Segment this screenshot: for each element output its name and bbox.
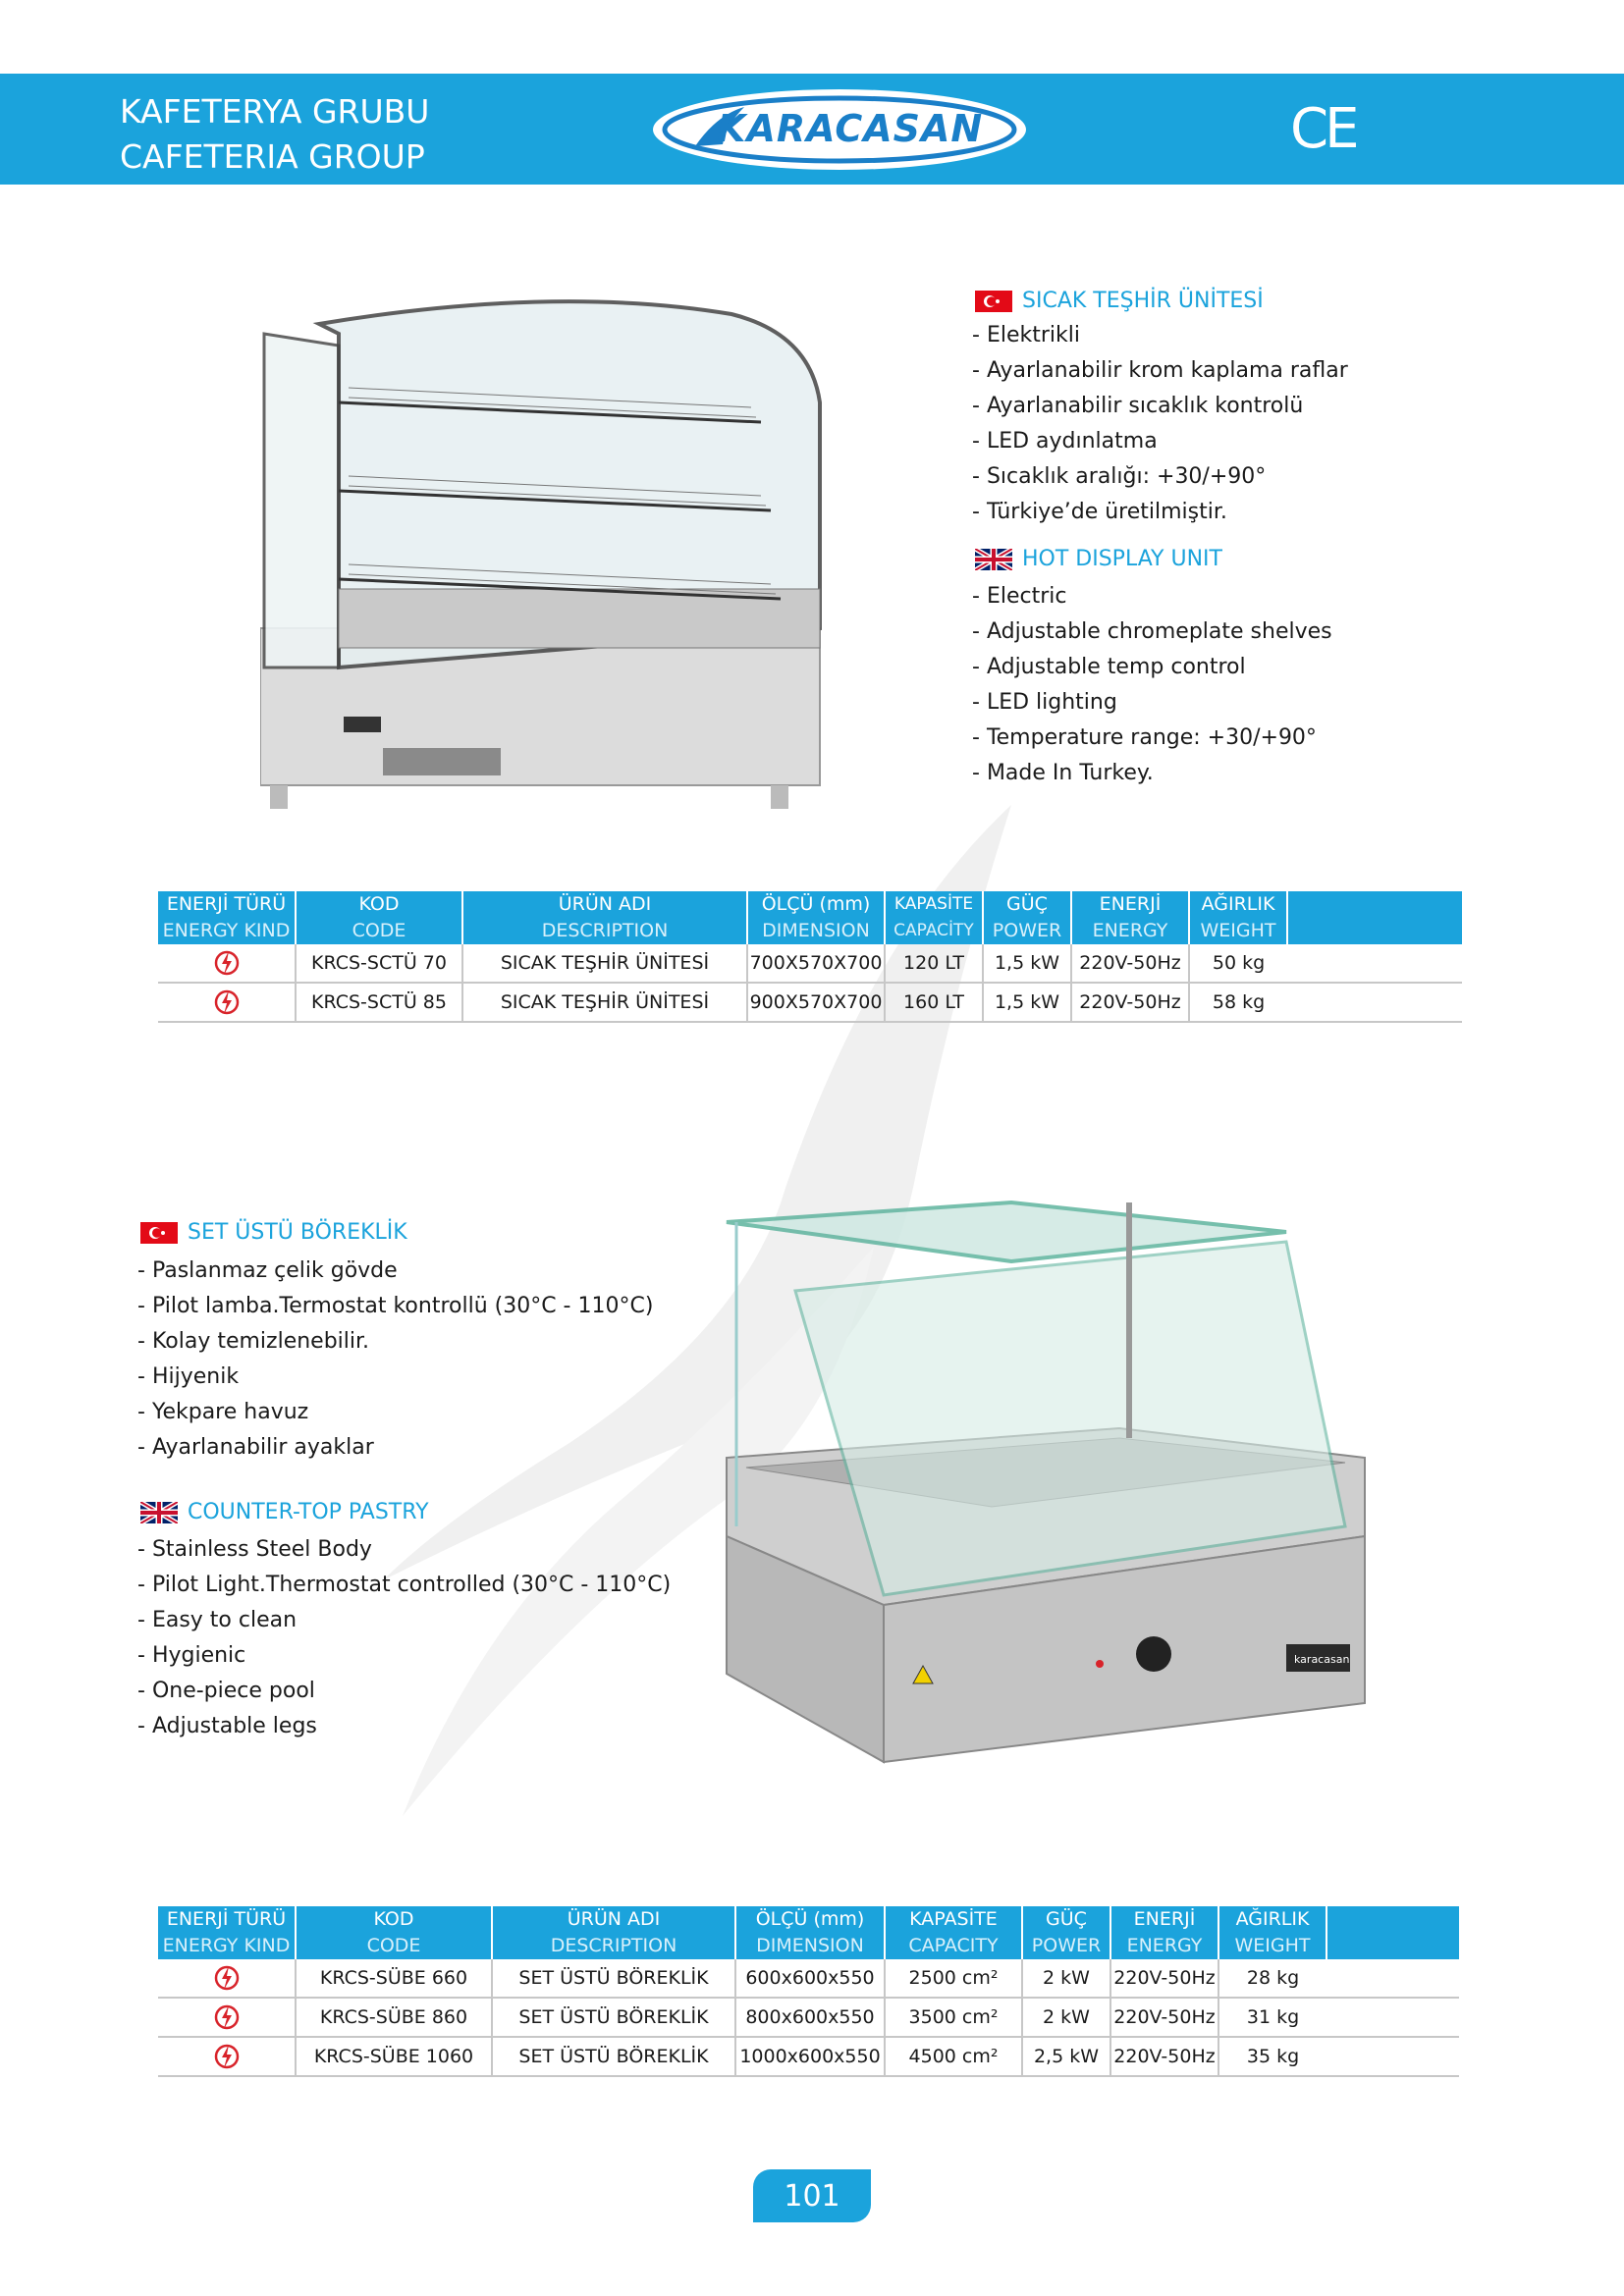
weight-cell: 35 kg [1218,2037,1326,2076]
list-item: - Stainless Steel Body [137,1532,671,1568]
electric-icon [212,2042,242,2071]
list-item: - Pilot lamba.Termostat kontrollü (30°C - 110°C) [137,1289,653,1324]
blank-cell [1287,944,1462,983]
header-en: POWER [1031,1935,1102,1956]
code-cell: KRCS-SCTÜ 70 [296,944,462,983]
energy-kind-cell [158,1959,296,1998]
header-tr: ENERJİ [1099,893,1162,915]
dimension-cell: 800x600x550 [735,1998,885,2037]
list-item: - Kolay temizlenebilir. [137,1324,653,1360]
device-brand-label: karacasan [1294,1653,1350,1666]
energy-cell: 220V-50Hz [1110,1959,1218,1998]
col-power [1022,1906,1110,1959]
electric-icon [212,1963,242,1993]
product2-en-features [137,1532,671,1744]
header-en: DIMENSION [762,920,870,941]
header-tr: ÜRÜN ADI [567,1908,661,1930]
col-description [462,891,747,944]
list-item: - Türkiye’de üretilmiştir. [972,495,1348,530]
list-item: - Hygienic [137,1638,671,1674]
table-header-row [158,891,1462,944]
product2-tr-title [140,1220,407,1245]
header-title-en: CAFETERIA GROUP [120,137,425,176]
blank-cell [1326,2037,1459,2076]
code-cell: KRCS-SÜBE 1060 [296,2037,492,2076]
header-en: ENERGY [1092,920,1168,941]
turkey-flag-icon [140,1222,178,1244]
logo-text: KARACASAN [717,107,984,150]
weight-cell: 28 kg [1218,1959,1326,1998]
energy-cell: 220V-50Hz [1110,1998,1218,2037]
table-row [158,983,1462,1022]
description-cell: SICAK TEŞHİR ÜNİTESİ [462,944,747,983]
header-en: ENERGY KIND [162,920,291,941]
product1-en-title-text: HOT DISPLAY UNIT [1022,547,1222,571]
header-tr: KOD [358,893,400,915]
header-en: CAPACİTY [893,921,974,940]
col-energy [1071,891,1189,944]
power-cell: 1,5 kW [983,944,1071,983]
col-capacity [885,1906,1022,1959]
header-en: DESCRIPTION [541,920,669,941]
blank-cell [1326,1959,1459,1998]
blank-cell [1326,1998,1459,2037]
product1-tr-features [972,318,1348,530]
header-en: ENERGY KIND [162,1935,291,1956]
col-weight [1218,1906,1326,1959]
list-item: - Ayarlanabilir krom kaplama raflar [972,353,1348,389]
energy-kind-cell [158,983,296,1022]
description-cell: SET ÜSTÜ BÖREKLİK [492,1998,735,2037]
header-en: WEIGHT [1234,1935,1311,1956]
product2-tr-features [137,1254,653,1466]
capacity-cell: 4500 cm² [885,2037,1022,2076]
uk-flag-icon [140,1502,178,1523]
description-cell: SET ÜSTÜ BÖREKLİK [492,2037,735,2076]
col-dimension [735,1906,885,1959]
col-dimension [747,891,885,944]
header-en: WEIGHT [1200,920,1276,941]
power-cell: 1,5 kW [983,983,1071,1022]
list-item: - Ayarlanabilir ayaklar [137,1430,653,1466]
table-row [158,1998,1459,2037]
col-blank [1287,891,1462,944]
col-code [296,891,462,944]
code-cell: KRCS-SCTÜ 85 [296,983,462,1022]
header-bar [0,74,1624,185]
header-tr: ENERJİ TÜRÜ [166,893,287,915]
ce-mark-icon: CE [1290,97,1356,161]
header-tr: ENERJİ TÜRÜ [166,1908,287,1930]
description-cell: SICAK TEŞHİR ÜNİTESİ [462,983,747,1022]
dimension-cell: 1000x600x550 [735,2037,885,2076]
col-capacity [885,891,983,944]
dimension-cell: 900X570X700 [747,983,885,1022]
header-tr: AĞIRLIK [1201,893,1275,915]
product2-en-title-text: COUNTER-TOP PASTRY [188,1500,429,1524]
weight-cell: 50 kg [1189,944,1287,983]
col-energy-kind [158,891,296,944]
karacasan-logo [648,85,1031,174]
col-energy-kind [158,1906,296,1959]
col-code [296,1906,492,1959]
product2-tr-title-text: SET ÜSTÜ BÖREKLİK [188,1220,407,1245]
energy-kind-cell [158,1998,296,2037]
header-tr: KOD [373,1908,414,1930]
energy-kind-cell [158,944,296,983]
header-en: DIMENSION [756,1935,864,1956]
list-item: - Yekpare havuz [137,1395,653,1430]
header-title-tr: KAFETERYA GRUBU [120,92,430,131]
list-item: - Adjustable legs [137,1709,671,1744]
table-row [158,2037,1459,2076]
product1-en-title [975,547,1222,571]
counter-top-pastry-image [707,1183,1375,1772]
list-item: - One-piece pool [137,1674,671,1709]
header-en: CAPACITY [908,1935,999,1956]
col-weight [1189,891,1287,944]
list-item: - Electric [972,579,1332,614]
electric-icon [212,948,242,978]
power-cell: 2,5 kW [1022,2037,1110,2076]
energy-cell: 220V-50Hz [1110,2037,1218,2076]
header-en: DESCRIPTION [550,1935,677,1956]
turkey-flag-icon [975,291,1012,312]
header-tr: KAPASİTE [909,1908,998,1930]
uk-flag-icon [975,549,1012,570]
header-tr: ÖLÇÜ (mm) [755,1908,865,1930]
capacity-cell: 160 LT [885,983,983,1022]
table-row [158,1959,1459,1998]
code-cell: KRCS-SÜBE 660 [296,1959,492,1998]
electric-icon [212,988,242,1017]
header-tr: ÖLÇÜ (mm) [761,893,871,915]
header-tr: KAPASİTE [893,894,974,914]
list-item: - Adjustable temp control [972,650,1332,685]
dimension-cell: 700X570X700 [747,944,885,983]
list-item: - Sıcaklık aralığı: +30/+90° [972,459,1348,495]
list-item: - LED aydınlatma [972,424,1348,459]
header-tr: ÜRÜN ADI [558,893,652,915]
header-title [120,89,429,180]
header-en: CODE [366,1935,421,1956]
table-header-row [158,1906,1459,1959]
list-item: - Elektrikli [972,318,1348,353]
electric-icon [212,2002,242,2032]
capacity-cell: 120 LT [885,944,983,983]
list-item: - LED lighting [972,685,1332,721]
spec-table-1 [158,891,1462,1023]
hot-display-unit-image [260,294,839,815]
power-cell: 2 kW [1022,1959,1110,1998]
dimension-cell: 600x600x550 [735,1959,885,1998]
col-energy [1110,1906,1218,1959]
list-item: - Easy to clean [137,1603,671,1638]
product1-en-features [972,579,1332,791]
spec-table-2 [158,1906,1459,2077]
table-row [158,944,1462,983]
capacity-cell: 3500 cm² [885,1998,1022,2037]
header-tr: ENERJİ [1133,1908,1196,1930]
col-blank [1326,1906,1459,1959]
list-item: - Hijyenik [137,1360,653,1395]
list-item: - Paslanmaz çelik gövde [137,1254,653,1289]
header-tr: GÜÇ [1006,893,1048,915]
header-en: CODE [352,920,406,941]
energy-kind-cell [158,2037,296,2076]
product2-en-title [140,1500,429,1524]
product1-tr-title-text: SICAK TEŞHİR ÜNİTESİ [1022,289,1264,313]
list-item: - Ayarlanabilir sıcaklık kontrolü [972,389,1348,424]
weight-cell: 31 kg [1218,1998,1326,2037]
header-en: ENERGY [1126,1935,1203,1956]
list-item: - Made In Turkey. [972,756,1332,791]
description-cell: SET ÜSTÜ BÖREKLİK [492,1959,735,1998]
list-item: - Pilot Light.Thermostat controlled (30°C - 110°C) [137,1568,671,1603]
product1-tr-title [975,289,1264,313]
header-en: POWER [992,920,1062,941]
blank-cell [1287,983,1462,1022]
list-item: - Adjustable chromeplate shelves [972,614,1332,650]
col-power [983,891,1071,944]
header-tr: AĞIRLIK [1235,1908,1310,1930]
list-item: - Temperature range: +30/+90° [972,721,1332,756]
energy-cell: 220V-50Hz [1071,983,1189,1022]
energy-cell: 220V-50Hz [1071,944,1189,983]
header-tr: GÜÇ [1046,1908,1087,1930]
page-number: 101 [753,2169,871,2222]
power-cell: 2 kW [1022,1998,1110,2037]
code-cell: KRCS-SÜBE 860 [296,1998,492,2037]
capacity-cell: 2500 cm² [885,1959,1022,1998]
col-description [492,1906,735,1959]
weight-cell: 58 kg [1189,983,1287,1022]
